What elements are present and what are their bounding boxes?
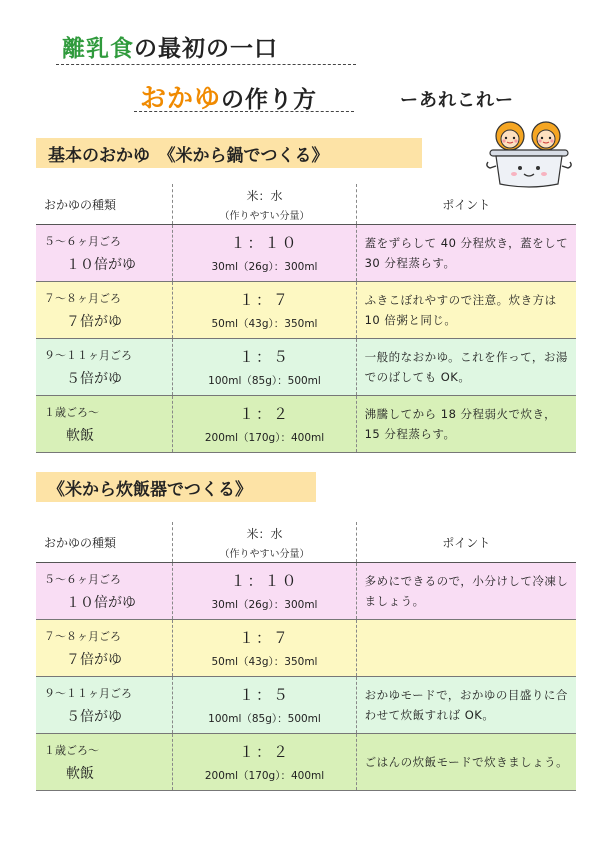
header-ratio-label: 米：水 <box>246 188 283 203</box>
ratio-cell <box>173 225 356 282</box>
kind-label: ５倍がゆ <box>66 370 122 387</box>
table-row <box>36 620 576 677</box>
header-point: ポイント <box>356 522 576 563</box>
ratio-cell <box>173 734 356 791</box>
header-kind: おかゆの種類 <box>36 184 173 225</box>
amount-value: 30ml（26g）：300ml <box>211 599 318 611</box>
table-row <box>36 225 576 282</box>
point-cell: 沸騰してから 18 分程弱火で炊き，15 分程蒸らす。 <box>356 396 576 453</box>
table-row <box>36 282 576 339</box>
kind-cell <box>36 225 173 282</box>
ratio-value: １：５ <box>238 686 290 704</box>
age-label: ９～１１ヶ月ごろ <box>44 686 132 700</box>
kind-cell <box>36 282 173 339</box>
amount-value: 100ml（85g）：500ml <box>208 713 321 725</box>
ratio-value: １：２ <box>238 405 290 423</box>
point-cell: ふきこぼれやすので注意。炊き方は 10 倍粥と同じ。 <box>356 282 576 339</box>
kind-cell <box>36 734 173 791</box>
babies-in-pot-illustration <box>486 118 572 190</box>
point-cell: 蓋をずらして 40 分程炊き，蓋をして 30 分程蒸らす。 <box>356 225 576 282</box>
amount-value: 200ml（170g）：400ml <box>204 770 325 782</box>
title-text-2: の作り方 <box>221 87 318 113</box>
kind-label: ７倍がゆ <box>66 313 122 330</box>
ratio-value: １：７ <box>238 291 290 309</box>
age-label: ７～８ヶ月ごろ <box>44 629 121 643</box>
table-header-row <box>36 522 576 563</box>
header-point: ポイント <box>356 184 576 225</box>
kind-cell <box>36 677 173 734</box>
baby-left-icon <box>496 122 524 150</box>
ratio-value: １：７ <box>238 629 290 647</box>
title-text-1: の最初の一口 <box>134 36 278 62</box>
kind-label: ７倍がゆ <box>66 651 122 668</box>
point-cell: 多めにできるので，小分けして冷凍しましょう。 <box>356 563 576 620</box>
section-heading-rice-cooker: 《米から炊飯器でつくる》 <box>36 472 316 502</box>
table-row <box>36 396 576 453</box>
point-cell <box>356 620 576 677</box>
ratio-value: １：２ <box>238 743 290 761</box>
header-ratio-sub: （作りやすい分量） <box>219 210 310 222</box>
kind-cell <box>36 396 173 453</box>
header-kind: おかゆの種類 <box>36 522 173 563</box>
amount-value: 50ml（43g）：350ml <box>211 656 318 668</box>
table-header-row <box>36 184 576 225</box>
title-line-2 <box>140 78 317 115</box>
kind-label: 軟飯 <box>66 765 94 782</box>
pot-icon <box>487 150 571 187</box>
amount-value: 200ml（170g）：400ml <box>204 432 325 444</box>
age-label: １歳ごろ～ <box>44 743 99 757</box>
header-ratio <box>173 184 356 225</box>
table-row <box>36 339 576 396</box>
baby-right-icon <box>532 122 560 150</box>
header-ratio <box>173 522 356 563</box>
rice-cooker-method-table <box>36 522 576 791</box>
kind-label: １０倍がゆ <box>66 256 136 273</box>
header-ratio-label: 米：水 <box>246 526 283 541</box>
ratio-value: １：５ <box>238 348 290 366</box>
header-ratio-sub: （作りやすい分量） <box>219 548 310 560</box>
ratio-cell <box>173 563 356 620</box>
title-underline-2 <box>134 111 354 112</box>
amount-value: 30ml（26g）：300ml <box>211 261 318 273</box>
age-label: ５～６ヶ月ごろ <box>44 572 121 586</box>
table-row <box>36 734 576 791</box>
kind-label: １０倍がゆ <box>66 594 136 611</box>
ratio-value: １：１０ <box>230 572 299 590</box>
point-cell: 一般的なおかゆ。これを作って，お湯でのばしても OK。 <box>356 339 576 396</box>
age-label: ９～１１ヶ月ごろ <box>44 348 132 362</box>
ratio-cell <box>173 677 356 734</box>
pot-method-table <box>36 184 576 453</box>
section-heading-pot: 基本のおかゆ 《米から鍋でつくる》 <box>36 138 422 168</box>
kind-cell <box>36 339 173 396</box>
age-label: １歳ごろ～ <box>44 405 99 419</box>
ratio-value: １：１０ <box>230 234 299 252</box>
ratio-cell <box>173 339 356 396</box>
title-line-1 <box>62 30 278 63</box>
table-row <box>36 563 576 620</box>
ratio-cell <box>173 282 356 339</box>
subtitle: ーあれこれー <box>400 90 514 111</box>
kind-label: ５倍がゆ <box>66 708 122 725</box>
age-label: ５～６ヶ月ごろ <box>44 234 121 248</box>
point-cell: おかゆモードで，おかゆの目盛りに合わせて炊飯すれば OK。 <box>356 677 576 734</box>
kind-cell <box>36 620 173 677</box>
kind-cell <box>36 563 173 620</box>
amount-value: 100ml（85g）：500ml <box>208 375 321 387</box>
age-label: ７～８ヶ月ごろ <box>44 291 121 305</box>
table-row <box>36 677 576 734</box>
point-cell: ごはんの炊飯モードで炊きましょう。 <box>356 734 576 791</box>
title-underline-1 <box>56 64 356 65</box>
title-highlight-orange: おかゆ <box>140 84 222 114</box>
amount-value: 50ml（43g）：350ml <box>211 318 318 330</box>
title-highlight-green: 離乳食 <box>62 36 134 62</box>
kind-label: 軟飯 <box>66 427 94 444</box>
ratio-cell <box>173 620 356 677</box>
ratio-cell <box>173 396 356 453</box>
